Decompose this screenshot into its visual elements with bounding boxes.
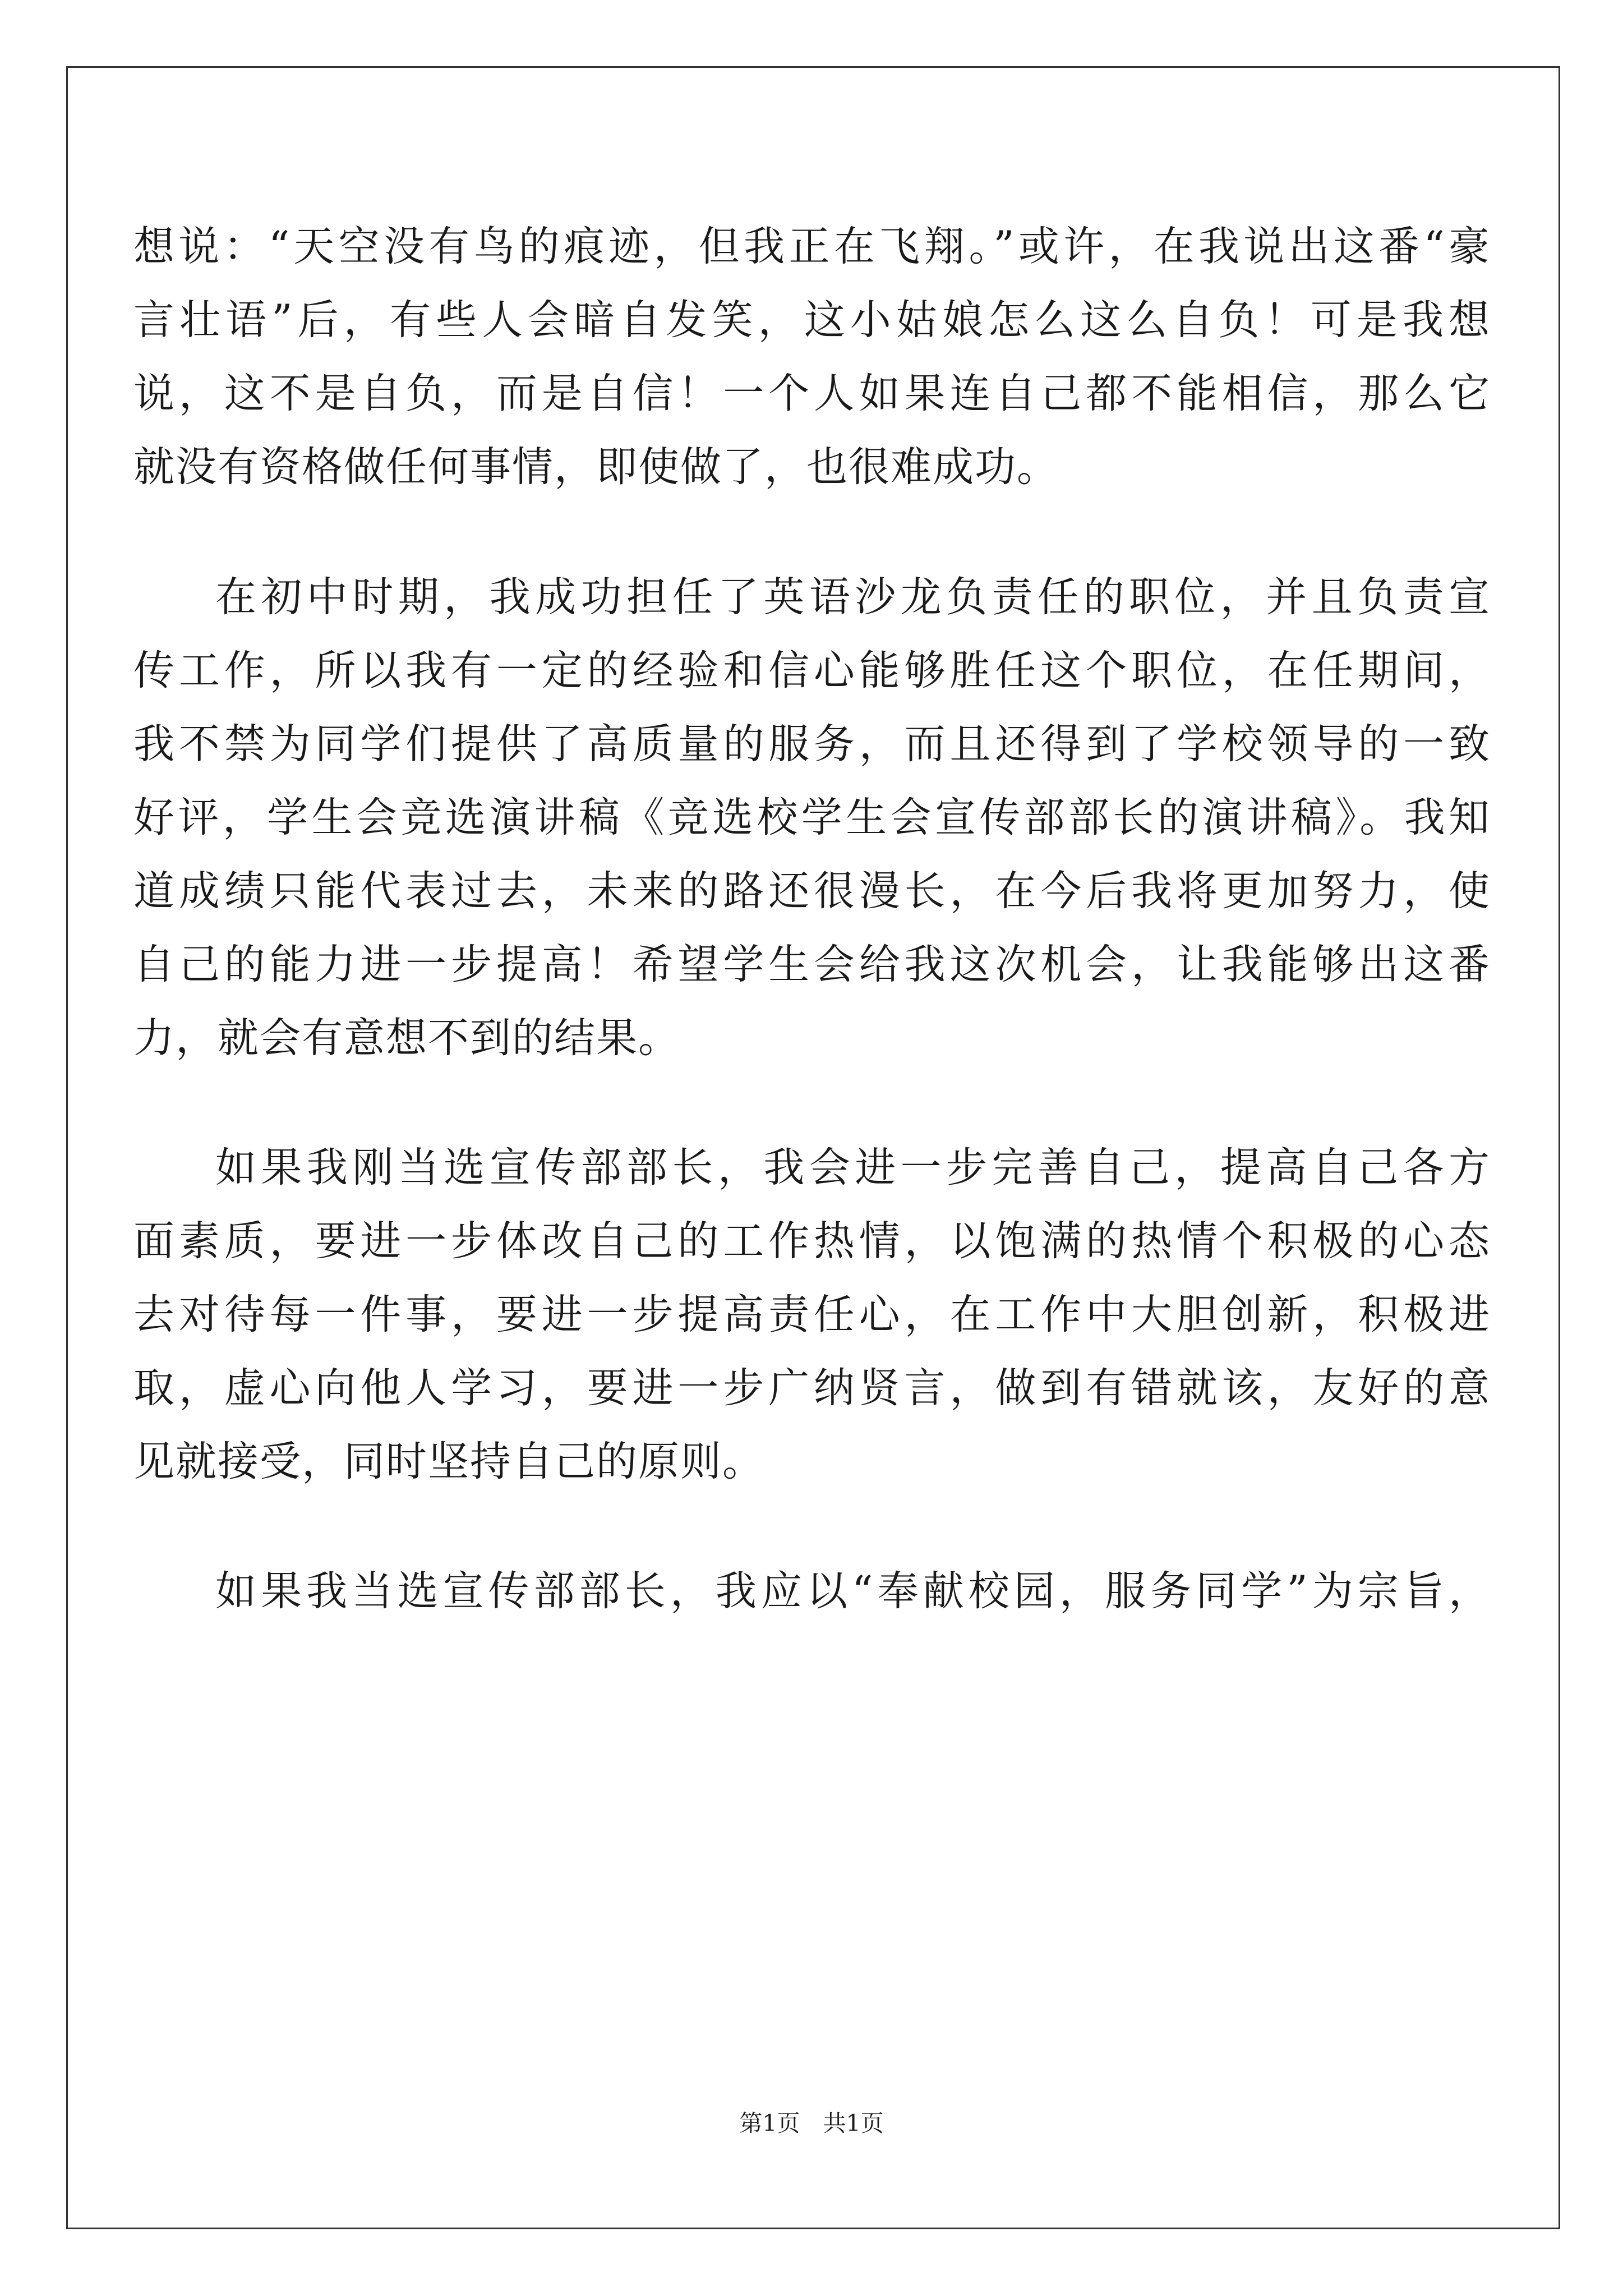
text-line: 取，虚心向他人学习，要进一步广纳贤言，做到有错就该，友好的意 <box>133 1364 1491 1412</box>
text-line: 就没有资格做任何事情，即使做了，也很难成功。 <box>133 443 1059 491</box>
text-line: 说，这不是自负，而是自信！一个人如果连自己都不能相信，那么它 <box>133 370 1491 417</box>
text-line: 如果我刚当选宣传部部长，我会进一步完善自己，提高自己各方 <box>215 1144 1491 1191</box>
page-number-footer: 第1页 共1页 <box>739 2110 884 2137</box>
text-line: 道成绩只能代表过去，未来的路还很漫长，在今后我将更加努力，使 <box>133 867 1491 915</box>
text-line: 好评，学生会竞选演讲稿《竞选校学生会宣传部部长的演讲稿》。我知 <box>133 794 1491 841</box>
text-line: 自己的能力进一步提高！希望学生会给我这次机会，让我能够出这番 <box>133 941 1491 988</box>
text-line: 如果我当选宣传部部长，我应以“奉献校园，服务同学”为宗旨， <box>215 1567 1491 1615</box>
text-line: 去对待每一件事，要进一步提高责任心，在工作中大胆创新，积极进 <box>133 1291 1491 1338</box>
text-line: 面素质，要进一步体改自己的工作热情，以饱满的热情个积极的心态 <box>133 1217 1491 1265</box>
text-line: 见就接受，同时坚持自己的原则。 <box>133 1438 764 1485</box>
text-line: 传工作，所以我有一定的经验和信心能够胜任这个职位，在任期间， <box>133 647 1491 694</box>
text-line: 在初中时期，我成功担任了英语沙龙负责任的职位，并且负责宣 <box>215 573 1491 621</box>
text-line: 力，就会有意想不到的结果。 <box>133 1014 680 1062</box>
text-line: 想说：“天空没有鸟的痕迹，但我正在飞翔。”或许，在我说出这番“豪 <box>133 223 1491 270</box>
text-line: 言壮语”后，有些人会暗自发笑，这小姑娘怎么这么自负！可是我想 <box>133 296 1491 344</box>
text-line: 我不禁为同学们提供了高质量的服务，而且还得到了学校领导的一致 <box>133 720 1491 768</box>
